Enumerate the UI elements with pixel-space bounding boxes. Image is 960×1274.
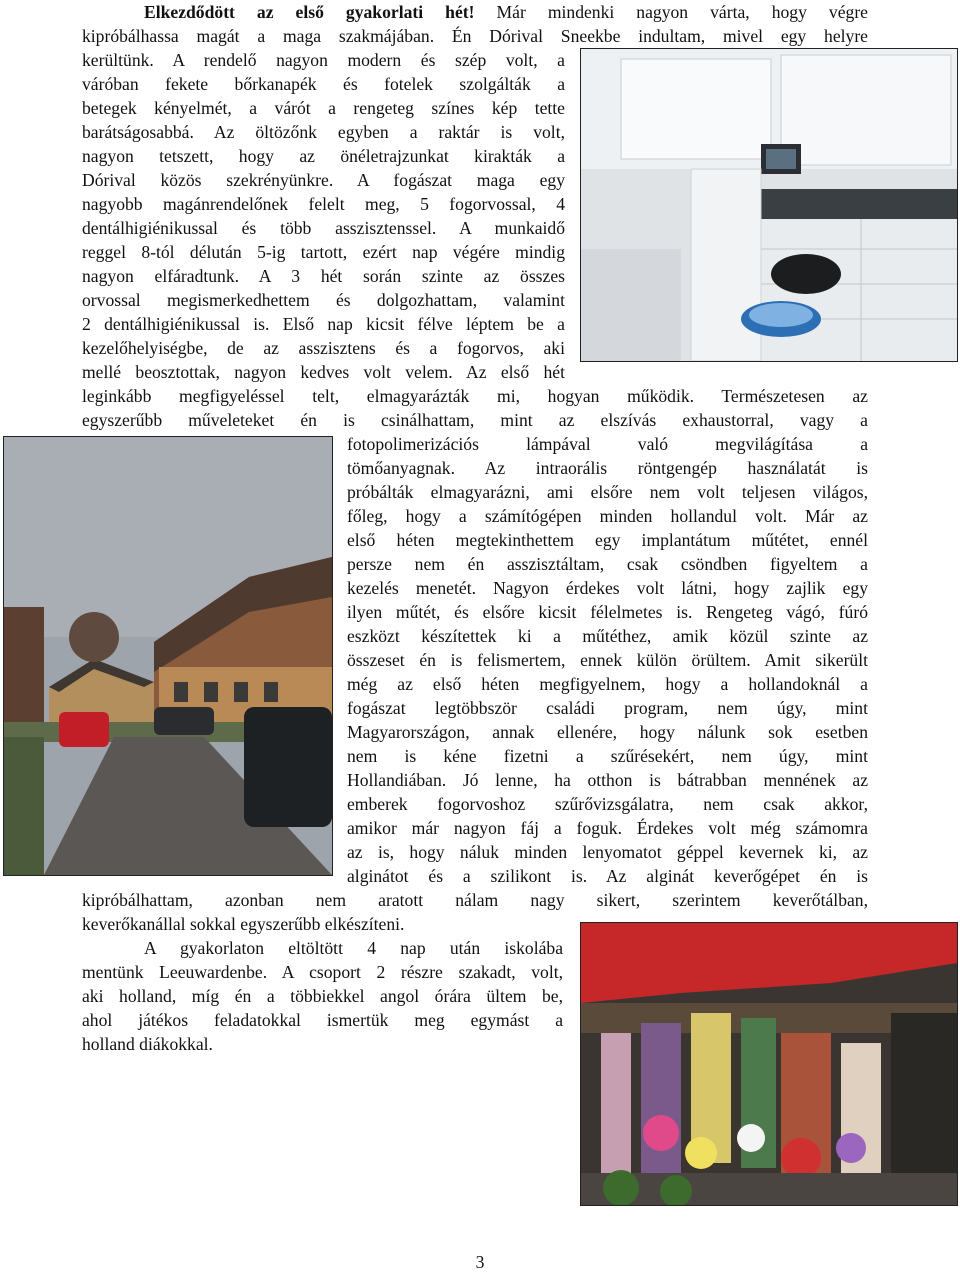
text-line: orvossal megismerkedhettem és dolgozhattam, valamint (82, 290, 565, 310)
text-line: kezelőhelyiségbe, de az asszisztens és a fogorvos, aki (82, 338, 565, 358)
text-line: egyszerűbb műveleteket én is csinálhattam, mint az elszívás exhaustorral, vagy a (82, 410, 868, 430)
dental-chair-icon (581, 49, 957, 361)
text-line: dentálhigiénikussal és több asszisztenssel. A munkaidő (82, 218, 565, 238)
text-line: Magyarországon, annak ellenére, hogy nálunk sok esetben (347, 722, 868, 742)
text-line: még az első héten megfigyelnem, hogy a hollandoknál a (347, 674, 868, 694)
text-line: kipróbálhassa magát a maga szakmájában. Én Dórival Sneekbe indultam, mivel egy helyre (82, 26, 868, 46)
text-line: aki holland, míg én a többiekkel angol órára ültem be, (82, 986, 563, 1006)
text-line: kipróbálhattam, azonban nem aratott nálam nagy sikert, szerintem keverőtálban, (82, 890, 868, 910)
dental-office-photo (580, 48, 958, 362)
text-line: Hollandiában. Jó lenne, ha otthon is bátrabban mennének az (347, 770, 868, 790)
text-line: reggel 8-tól délután 5-ig tartott, ezért nap végére mindig (82, 242, 565, 262)
page-number: 3 (475, 1252, 485, 1272)
text-line: persze nem én asszisztáltam, csak csöndben figyeltem a (347, 554, 868, 574)
text-line: mentünk Leeuwardenbe. A csoport 2 részre szakadt, volt, (82, 962, 563, 982)
text-line: nem is kéne fizetni a szűrésekért, nem úgy, mint (347, 746, 868, 766)
text-line: nagyon tetszett, hogy az önéletrajzunkat kirakták a (82, 146, 565, 166)
text-line: Elkezdődött az első gyakorlati hét! Már mindenki nagyon várta, hogy végre (144, 2, 868, 22)
flower-market-photo (580, 922, 958, 1206)
text-line: alginátot és a szilikont is. Az alginát keverőgépet én is (347, 866, 868, 886)
text-line: emberek fogorvoshoz szűrővizsgálatra, nem csak akkor, (347, 794, 868, 814)
text-line: nagyobb magánrendelőnek felelt meg, 5 fogorvossal, 4 (82, 194, 565, 214)
text-line: holland diákokkal. (82, 1034, 213, 1054)
text-line: Dórival közös szekrényünkre. A fogászat maga egy (82, 170, 565, 190)
text-line: fotopolimerizációs lámpával való megvilágítása a (347, 434, 868, 454)
street-houses-icon (4, 437, 332, 875)
text-line: próbálták elmagyarázni, ami elsőre nem volt teljesen világos, (347, 482, 868, 502)
text-line: kezelés menetét. Nagyon érdekes volt látni, hogy zajlik egy (347, 578, 868, 598)
text-line: 2 dentálhigiénikussal is. Első nap kicsit félve léptem be a (82, 314, 565, 334)
text-line: eszközt készítettek ki a műtéthez, amik közül szinte az (347, 626, 868, 646)
text-line: főleg, hogy a számítógépen minden hollandul volt. Már az (347, 506, 868, 526)
text-line: váróban fekete bőrkanapék és fotelek szolgálták a (82, 74, 565, 94)
text-line: betegek kényelmét, a várót a rengeteg színes kép tette (82, 98, 565, 118)
text-line: ahol játékos feladatokkal ismertük meg egymást a (82, 1010, 563, 1030)
text-line: A gyakorlaton eltöltött 4 nap után iskolába (144, 938, 563, 958)
text-line: első héten megtekinthettem egy implantátum műtétet, ennél (347, 530, 868, 550)
text-line: nagyon elfáradtunk. A 3 hét során szinte az összes (82, 266, 565, 286)
text-line: leginkább megfigyeléssel telt, elmagyarázták mi, hogyan működik. Természetesen az (82, 386, 868, 406)
street-photo (3, 436, 333, 876)
text-line: amikor már nagyon fáj a foguk. Érdekes volt még számomra (347, 818, 868, 838)
text-line: mellé beosztottak, nagyon kedves volt velem. Az első hét (82, 362, 565, 382)
text-line: ilyen műtét, és elsőre kicsit félelmetes is. Rengeteg vágó, fúró (347, 602, 868, 622)
text-line: tömőanyagnak. Az intraorális röntgengép használatát is (347, 458, 868, 478)
text-line: az is, hogy náluk minden lenyomatot géppel kevernek ki, az (347, 842, 868, 862)
flower-market-icon (581, 923, 957, 1205)
text-line: barátságosabbá. Az öltözőnk egyben a raktár is volt, (82, 122, 565, 142)
text-line: kerültünk. A rendelő nagyon modern és szép volt, a (82, 50, 565, 70)
text-line: keverőkanállal sokkal egyszerűbb elkészíteni. (82, 914, 405, 934)
text-line: fogászat legtöbbször családi program, nem úgy, mint (347, 698, 868, 718)
text-line: összeset én is felismertem, ennek külön örültem. Amit sikerült (347, 650, 868, 670)
